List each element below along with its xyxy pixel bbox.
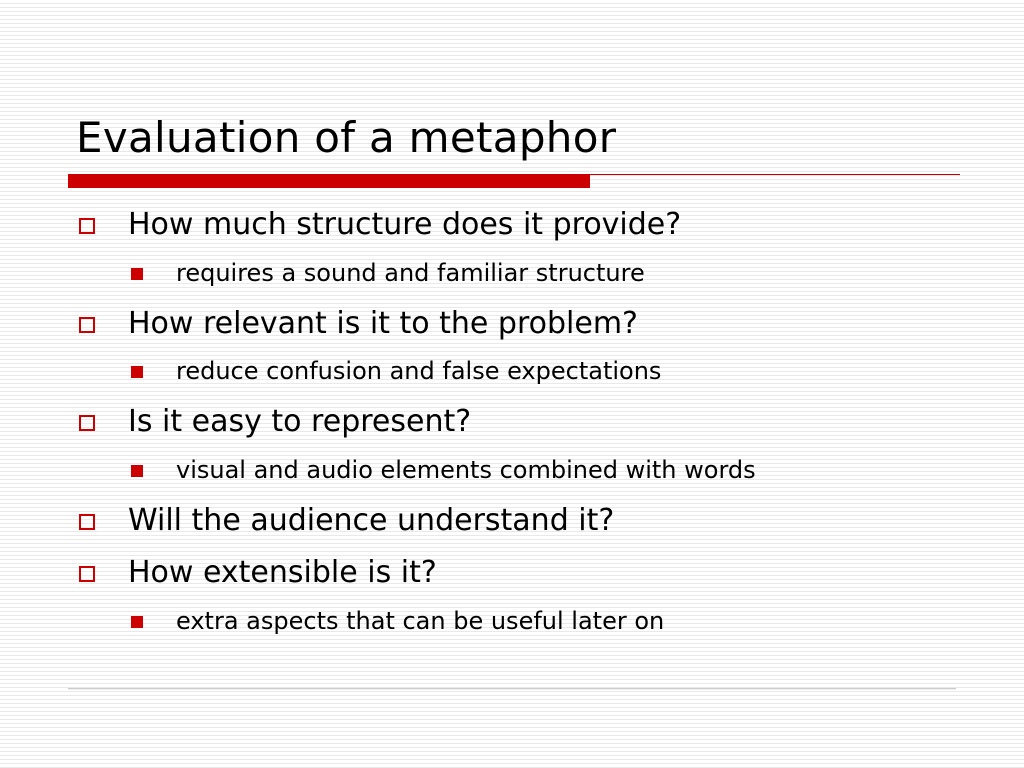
bullet-item xyxy=(128,205,681,245)
bullet-item xyxy=(128,501,614,541)
bullet-text: Is it easy to represent? xyxy=(128,404,472,439)
sub-bullet-text: visual and audio elements combined with words xyxy=(176,456,756,484)
hollow-square-icon xyxy=(79,566,95,582)
sub-bullet-item xyxy=(176,257,645,289)
filled-square-icon xyxy=(131,465,143,477)
sub-bullet-text: requires a sound and familiar structure xyxy=(176,259,645,287)
bullet-text: How relevant is it to the problem? xyxy=(128,306,638,341)
bullet-text: Will the audience understand it? xyxy=(128,503,615,538)
sub-bullet-item xyxy=(176,605,664,637)
filled-square-icon xyxy=(131,616,143,628)
bullet-text: How extensible is it? xyxy=(128,555,437,590)
sub-bullet-text: extra aspects that can be useful later on xyxy=(176,607,665,635)
sub-bullet-item xyxy=(176,454,756,486)
bullet-text: How much structure does it provide? xyxy=(128,207,682,242)
hollow-square-icon xyxy=(79,514,95,530)
hollow-square-icon xyxy=(79,218,95,234)
bullet-item xyxy=(128,402,471,442)
filled-square-icon xyxy=(131,366,143,378)
filled-square-icon xyxy=(131,268,143,280)
sub-bullet-item xyxy=(176,355,661,387)
sub-bullet-text: reduce confusion and false expectations xyxy=(176,357,662,385)
hollow-square-icon xyxy=(79,317,95,333)
bullet-item xyxy=(128,553,437,593)
footer-divider xyxy=(68,688,956,690)
hollow-square-icon xyxy=(79,415,95,431)
slide-title: Evaluation of a metaphor xyxy=(76,113,617,162)
bullet-item xyxy=(128,304,638,344)
